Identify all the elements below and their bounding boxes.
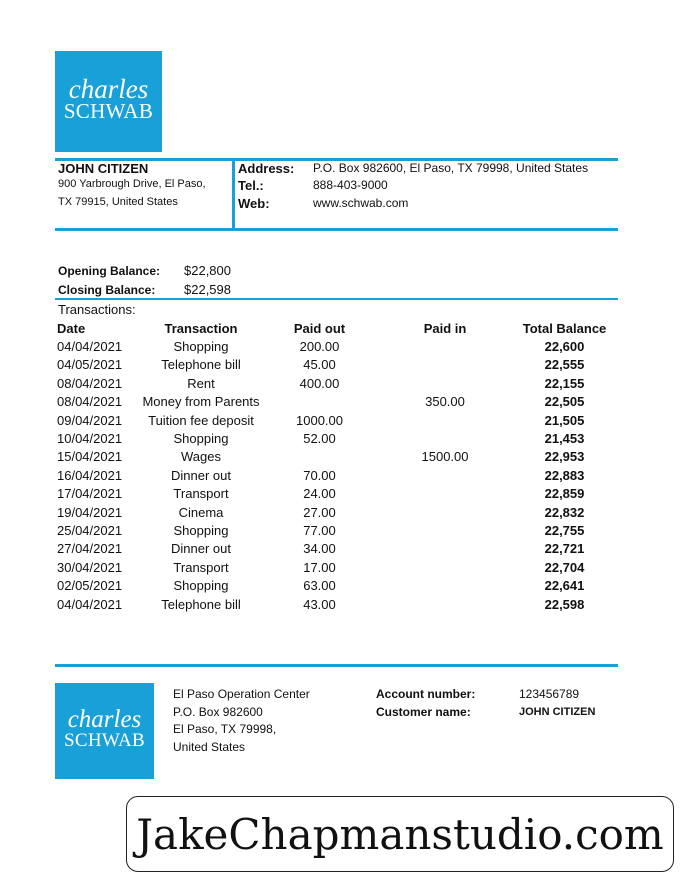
cell-total-balance: 22,155 <box>544 375 585 391</box>
closing-balance-label: Closing Balance: <box>58 283 156 297</box>
col-header-paid-in: Paid in <box>423 320 467 336</box>
table-row <box>57 356 617 374</box>
cell-transaction: Transport <box>173 486 229 502</box>
cell-date: 04/05/2021 <box>57 357 123 373</box>
customer-name-value: JOHN CITIZEN <box>519 706 596 718</box>
cell-date: 17/04/2021 <box>57 486 123 502</box>
cell-paid-out: 34.00 <box>303 541 336 557</box>
cell-paid-in <box>378 337 512 355</box>
cell-paid-out: 52.00 <box>303 431 336 447</box>
schwab-logo-footer <box>55 683 154 779</box>
table-row <box>57 374 617 392</box>
cell-paid-out <box>261 393 378 411</box>
operation-center-city: El Paso, TX 79998, <box>173 722 277 736</box>
table-row <box>57 393 617 411</box>
cell-paid-out: 17.00 <box>303 559 336 575</box>
transactions-table <box>57 319 617 613</box>
cell-paid-out: 77.00 <box>303 522 336 538</box>
tel-label: Tel.: <box>238 178 264 193</box>
table-row <box>57 466 617 484</box>
cell-paid-out: 27.00 <box>303 504 336 520</box>
cell-transaction: Cinema <box>178 504 224 520</box>
cell-total-balance: 22,755 <box>544 522 585 538</box>
cell-date: 02/05/2021 <box>57 578 123 594</box>
cell-transaction: Telephone bill <box>161 357 241 373</box>
customer-name: JOHN CITIZEN <box>58 161 149 176</box>
cell-paid-out: 24.00 <box>303 486 336 502</box>
cell-date: 04/04/2021 <box>57 339 123 355</box>
cell-total-balance: 22,832 <box>544 504 585 520</box>
table-row <box>57 503 617 521</box>
account-number-label: Account number: <box>376 687 476 701</box>
header-divider <box>232 158 235 231</box>
cell-date: 08/04/2021 <box>57 394 123 410</box>
table-row <box>57 595 617 613</box>
cell-paid-in <box>378 558 512 576</box>
cell-transaction: Money from Parents <box>142 394 260 410</box>
header-bottom-rule <box>55 228 618 231</box>
cell-date: 16/04/2021 <box>57 467 123 483</box>
table-row <box>57 337 617 355</box>
table-header-row <box>57 319 617 337</box>
cell-paid-out: 43.00 <box>303 596 336 612</box>
cell-date: 15/04/2021 <box>57 449 123 465</box>
cell-date: 08/04/2021 <box>57 375 123 391</box>
cell-transaction: Wages <box>181 449 221 465</box>
transactions-body <box>57 337 617 613</box>
cell-paid-in <box>378 595 512 613</box>
logo-line2: SCHWAB <box>63 99 154 123</box>
cell-paid-in: 350.00 <box>425 394 465 410</box>
transactions-label: Transactions: <box>58 302 136 317</box>
cell-transaction: Tuition fee deposit <box>148 412 254 428</box>
cell-paid-in <box>378 540 512 558</box>
cell-transaction: Dinner out <box>171 541 231 557</box>
cell-date: 09/04/2021 <box>57 412 123 428</box>
table-row <box>57 429 617 447</box>
cell-date: 04/04/2021 <box>57 596 123 612</box>
bank-tel: 888-403-9000 <box>313 178 388 192</box>
cell-transaction: Shopping <box>173 578 229 594</box>
watermark-banner <box>126 796 674 872</box>
cell-total-balance: 22,859 <box>544 486 585 502</box>
logo-line2: SCHWAB <box>64 730 145 751</box>
cell-date: 10/04/2021 <box>57 431 123 447</box>
customer-address-line2: TX 79915, United States <box>58 196 178 208</box>
customer-address-line1: 900 Yarbrough Drive, El Paso, <box>58 178 206 190</box>
col-header-paid-out: Paid out <box>293 320 346 336</box>
cell-total-balance: 22,953 <box>544 449 585 465</box>
table-row <box>57 576 617 594</box>
cell-total-balance: 22,641 <box>544 578 585 594</box>
cell-transaction: Rent <box>187 375 215 391</box>
cell-paid-out: 45.00 <box>303 357 336 373</box>
cell-total-balance: 22,883 <box>544 467 585 483</box>
watermark-text: JakeChapmanstudio.com <box>136 809 664 859</box>
cell-transaction: Shopping <box>173 431 229 447</box>
cell-paid-out: 200.00 <box>299 339 340 355</box>
cell-transaction: Transport <box>173 559 229 575</box>
address-label: Address: <box>238 161 295 176</box>
cell-paid-in: 1500.00 <box>421 449 469 465</box>
cell-total-balance: 22,505 <box>544 394 585 410</box>
cell-transaction: Shopping <box>173 339 229 355</box>
col-header-total-balance: Total Balance <box>522 320 607 336</box>
opening-balance-label: Opening Balance: <box>58 264 161 278</box>
cell-paid-in <box>378 503 512 521</box>
cell-total-balance: 22,598 <box>544 596 585 612</box>
cell-paid-in <box>378 411 512 429</box>
cell-transaction: Dinner out <box>171 467 231 483</box>
cell-date: 25/04/2021 <box>57 522 123 538</box>
customer-name-label: Customer name: <box>376 705 471 719</box>
cell-paid-out: 63.00 <box>303 578 336 594</box>
bank-address: P.O. Box 982600, El Paso, TX 79998, United States <box>313 161 589 175</box>
cell-paid-in <box>378 374 512 392</box>
table-row <box>57 558 617 576</box>
closing-balance-value: $22,598 <box>184 282 231 297</box>
table-row <box>57 411 617 429</box>
cell-paid-out: 1000.00 <box>296 412 343 428</box>
cell-date: 30/04/2021 <box>57 559 123 575</box>
cell-paid-in <box>378 576 512 594</box>
cell-total-balance: 21,505 <box>544 412 585 428</box>
transactions-rule <box>55 298 618 300</box>
cell-date: 27/04/2021 <box>57 541 123 557</box>
cell-total-balance: 21,453 <box>544 431 585 447</box>
cell-date: 19/04/2021 <box>57 504 123 520</box>
cell-total-balance: 22,555 <box>544 357 585 373</box>
operation-center-box: P.O. Box 982600 <box>173 705 263 719</box>
bank-web[interactable]: www.schwab.com <box>313 196 409 210</box>
cell-transaction: Shopping <box>173 522 229 538</box>
cell-paid-in <box>378 521 512 539</box>
cell-paid-out: 400.00 <box>299 375 340 391</box>
footer-rule <box>55 664 618 667</box>
table-row <box>57 448 617 466</box>
web-label: Web: <box>238 196 270 211</box>
col-header-date: Date <box>57 320 86 336</box>
table-row <box>57 521 617 539</box>
operation-center-name: El Paso Operation Center <box>173 687 310 701</box>
cell-total-balance: 22,704 <box>544 559 585 575</box>
cell-total-balance: 22,721 <box>544 541 585 557</box>
cell-paid-in <box>378 429 512 447</box>
logo-line1: charles <box>67 706 142 733</box>
schwab-logo <box>55 51 162 152</box>
col-header-transaction: Transaction <box>164 320 238 336</box>
table-row <box>57 540 617 558</box>
cell-paid-out <box>261 448 378 466</box>
operation-center-country: United States <box>173 740 246 754</box>
account-number-value: 123456789 <box>519 687 580 701</box>
table-row <box>57 485 617 503</box>
cell-total-balance: 22,600 <box>544 339 585 355</box>
cell-transaction: Telephone bill <box>161 596 241 612</box>
cell-paid-out: 70.00 <box>303 467 336 483</box>
cell-paid-in <box>378 485 512 503</box>
opening-balance-value: $22,800 <box>184 263 231 278</box>
logo-line1: charles <box>68 74 149 104</box>
cell-paid-in <box>378 356 512 374</box>
cell-paid-in <box>378 466 512 484</box>
